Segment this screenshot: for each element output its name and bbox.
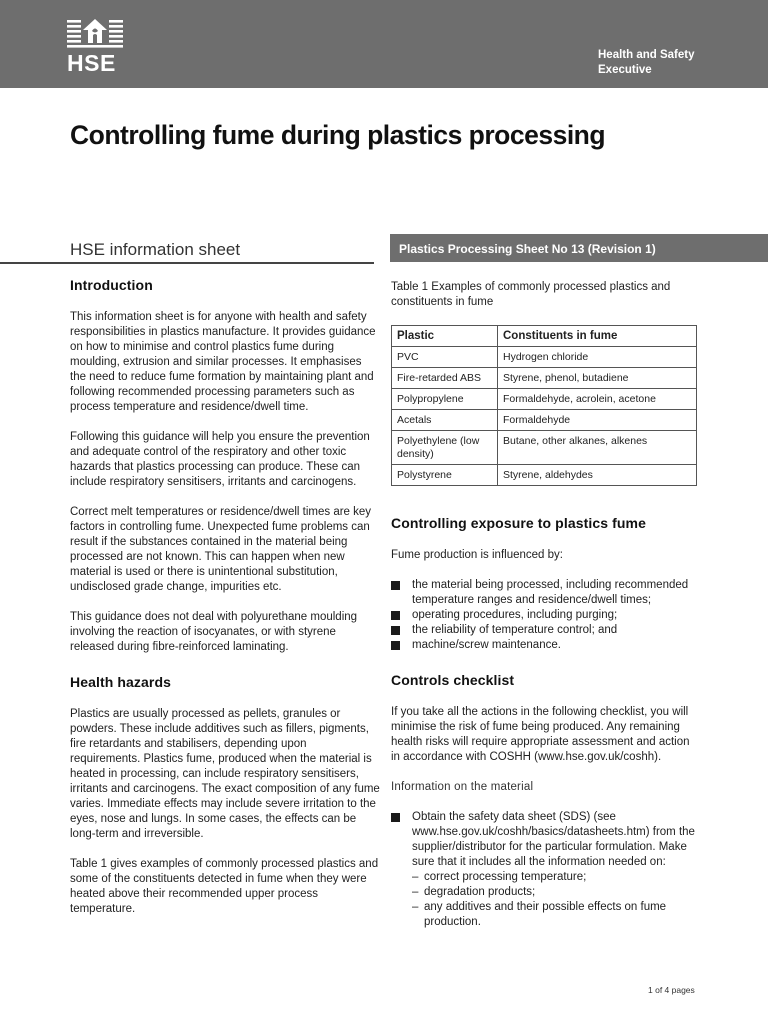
table-row	[392, 368, 697, 389]
dash-item-text: any additives and their possible effects on fume production.	[424, 901, 667, 928]
list-item	[391, 578, 701, 608]
sheet-number-banner: Plastics Processing Sheet No 13 (Revision 1)	[390, 234, 768, 262]
list-item	[391, 810, 701, 930]
list-item	[391, 638, 701, 653]
list-item-text: Obtain the safety data sheet (SDS) (see www.hse.gov.uk/coshh/basics/datasheets.htm) from the supplier/distributor for the particular formulation. Make sure that it includes all the information needed on:	[412, 811, 695, 868]
table-row	[392, 465, 697, 486]
health-paragraph-1: Plastics are usually processed as pellets, granules or powders. These include additives such as fillers, pigments, fire retardants and stabilisers, depending upon requirements. Plastics fume, produced when the material is heated in processing, can include respiratory sensitisers, irritants and carcinogens. The exact composition of any fume varies. Immediate effects may include severe irritation to the eyes, nose and lungs. In some cases, the effects can be long-term and irreversible.	[70, 708, 380, 840]
page-title: Controlling fume during plastics processing	[70, 120, 606, 150]
table-cell: Polyethylene (low density)	[392, 431, 498, 465]
table-cell: Formaldehyde, acrolein, acetone	[498, 389, 697, 410]
table-row	[392, 347, 697, 368]
introduction-heading: Introduction	[70, 277, 153, 293]
table-header-row	[392, 326, 697, 347]
list-item-text: the material being processed, including recommended temperature ranges and residence/dwell times;	[412, 579, 689, 606]
checklist-paragraph: If you take all the actions in the following checklist, you will minimise the risk of fume being produced. Any remaining health risks will require appropriate assessment and action in accordance with COSHH (www.hse.gov.uk/coshh).	[391, 706, 690, 763]
table-cell: Butane, other alkanes, alkenes	[498, 431, 697, 465]
info-sheet-label: HSE information sheet	[70, 240, 241, 259]
table-cell: Styrene, phenol, butadiene	[498, 368, 697, 389]
organisation-line-2: Executive	[598, 64, 652, 76]
dash-item-text: correct processing temperature;	[424, 871, 587, 883]
exposure-intro: Fume production is influenced by:	[391, 549, 563, 561]
dash-item: – any additives and their possible effects on fume production.	[412, 901, 667, 928]
header-band	[0, 0, 768, 88]
table-row	[392, 431, 697, 465]
list-item-text: the reliability of temperature control; and	[412, 624, 618, 636]
hse-logo-text: HSE	[67, 50, 116, 76]
left-column	[70, 278, 380, 932]
square-bullet-icon	[391, 813, 400, 822]
intro-paragraph-3: Correct melt temperatures or residence/dwell times are key factors in controlling fume. Unexpected fume problems can result if the substances contained in the material being processed are not known. This can happen when new material is used or there is unintentional substitution, undisclosed grade change, impurities etc.	[70, 506, 372, 593]
square-bullet-icon	[391, 611, 400, 620]
exposure-list	[391, 578, 701, 653]
table-caption: Table 1 Examples of commonly processed plastics and constituents in fume	[391, 281, 671, 308]
table-cell: Polypropylene	[392, 389, 498, 410]
table-row	[392, 410, 697, 431]
table-cell: Polystyrene	[392, 465, 498, 486]
table-cell: Hydrogen chloride	[498, 347, 697, 368]
material-list	[391, 810, 701, 930]
health-paragraph-2: Table 1 gives examples of commonly processed plastics and some of the constituents detected in fume when they were heated above their recommended upper process temperature.	[70, 858, 379, 915]
table-cell: Fire-retarded ABS	[392, 368, 498, 389]
list-item-text: machine/screw maintenance.	[412, 639, 561, 651]
organisation-line-1: Health and Safety	[598, 49, 695, 61]
list-item-text: operating procedures, including purging;	[412, 609, 618, 621]
square-bullet-icon	[391, 641, 400, 650]
list-item	[391, 623, 701, 638]
table-header: Constituents in fume	[498, 326, 697, 347]
organisation-name	[598, 48, 695, 78]
exposure-heading: Controlling exposure to plastics fume	[391, 515, 646, 531]
intro-paragraph-2: Following this guidance will help you ensure the prevention and adequate control of the respiratory and other toxic hazards that plastics processing can produce. These can include respiratory sensitisers, irritants and carcinogens.	[70, 431, 370, 488]
dash-item-text: degradation products;	[424, 886, 536, 898]
intro-paragraph-1: This information sheet is for anyone with health and safety responsibilities in plastics manufacture. It provides guidance on how to minimise and control plastics fume during moulding, extrusion and similar processes. It emphasises the need to reduce fume formation by maintaining plant and following recommended processing parameters such as process temperature and residence/dwell time.	[70, 311, 376, 413]
intro-paragraph-4: This guidance does not deal with polyurethane moulding involving the reaction of isocyanates, or with styrene released during fibre-reinforced laminating.	[70, 611, 358, 653]
square-bullet-icon	[391, 626, 400, 635]
right-column	[391, 280, 701, 950]
page-number: 1 of 4 pages	[648, 985, 695, 995]
dash-item: – degradation products;	[412, 886, 536, 898]
plastics-table	[391, 325, 697, 486]
table-cell: Formaldehyde	[498, 410, 697, 431]
table-cell: PVC	[392, 347, 498, 368]
square-bullet-icon	[391, 581, 400, 590]
table-header: Plastic	[392, 326, 498, 347]
table-cell: Acetals	[392, 410, 498, 431]
material-subheading: Information on the material	[391, 781, 534, 793]
checklist-heading: Controls checklist	[391, 672, 515, 688]
divider	[0, 262, 374, 264]
table-row	[392, 389, 697, 410]
health-hazards-heading: Health hazards	[70, 674, 171, 690]
list-item	[391, 608, 701, 623]
table-cell: Styrene, aldehydes	[498, 465, 697, 486]
dash-item: – correct processing temperature;	[412, 871, 587, 883]
